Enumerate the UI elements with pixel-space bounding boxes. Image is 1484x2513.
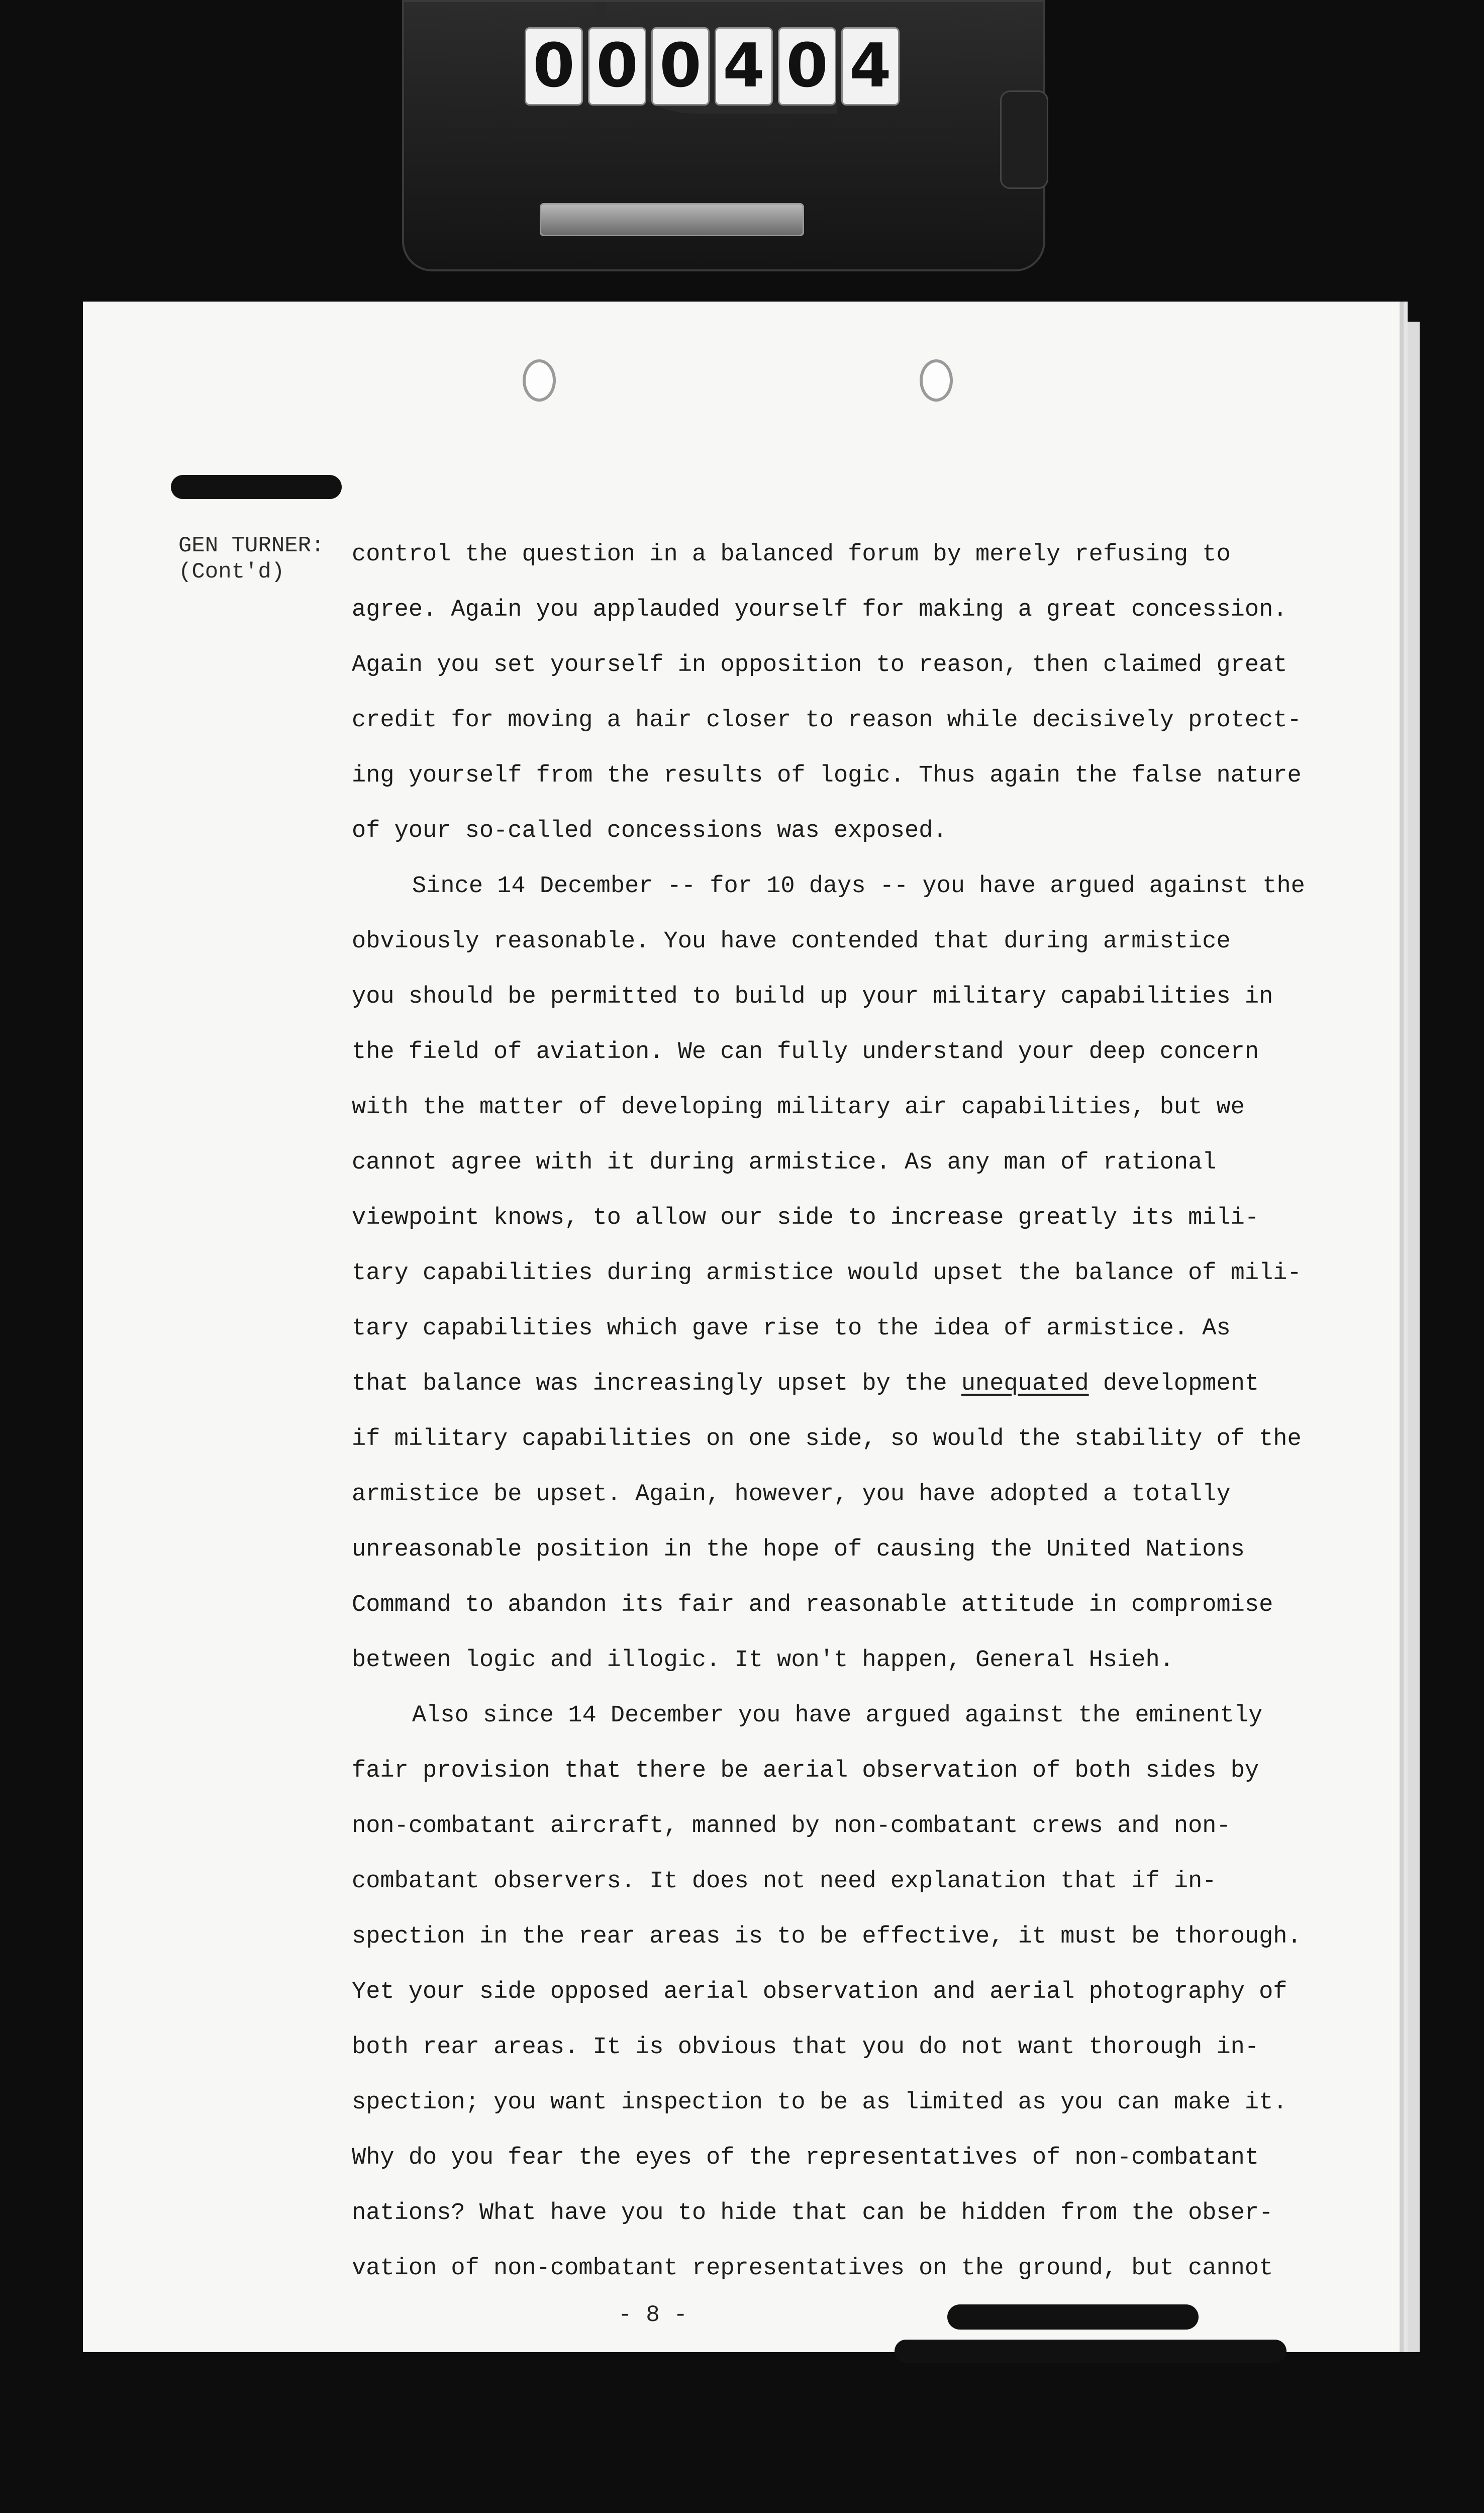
speaker-name: GEN TURNER: — [178, 533, 325, 558]
text-line: obviously reasonable. You have contended that during armistice — [352, 928, 1231, 955]
text-line: Command to abandon its fair and reasonable attitude in compromise — [352, 1592, 1273, 1618]
redaction-mark — [947, 2304, 1199, 2330]
counter-knob — [1000, 90, 1048, 189]
underlined-word: unequated — [961, 1371, 1089, 1397]
speaker-label — [178, 533, 344, 585]
text-line: agree. Again you applauded yourself for making a great concession. — [352, 597, 1288, 623]
punch-hole — [523, 359, 556, 402]
text-line: if military capabilities on one side, so would the stability of the — [352, 1426, 1302, 1453]
text-line: nations? What have you to hide that can be hidden from the obser- — [352, 2200, 1273, 2227]
page-number: - 8 - — [618, 2302, 688, 2328]
text-line: of your so-called concessions was exposed. — [352, 818, 947, 844]
frame-counter — [402, 0, 1045, 271]
redaction-mark — [171, 475, 342, 499]
text-line: viewpoint knows, to allow our side to increase greatly its mili- — [352, 1205, 1259, 1231]
counter-digits — [525, 27, 900, 106]
counter-plate — [540, 203, 804, 236]
text-line: between logic and illogic. It won't happen, General Hsieh. — [352, 1647, 1174, 1674]
text-line: ing yourself from the results of logic. Thus again the false nature — [352, 762, 1302, 789]
speaker-continued: (Cont'd) — [178, 559, 285, 585]
text-line: vation of non-combatant representatives on the ground, but cannot — [352, 2255, 1273, 2282]
text-line: credit for moving a hair closer to reason while decisively protect- — [352, 707, 1302, 734]
counter-digit: 4 — [715, 27, 773, 106]
text-segment: that balance was increasingly upset by the — [352, 1371, 961, 1397]
text-line: unreasonable position in the hope of causing the United Nations — [352, 1536, 1245, 1563]
counter-digit: 0 — [588, 27, 646, 106]
text-line: Also since 14 December you have argued against the eminently — [412, 1702, 1263, 1729]
text-line — [352, 1362, 1297, 1417]
counter-digit: 0 — [651, 27, 710, 106]
text-segment: development — [1089, 1371, 1259, 1397]
text-line: spection; you want inspection to be as limited as you can make it. — [352, 2089, 1288, 2116]
punch-hole — [920, 359, 953, 402]
text-line: the field of aviation. We can fully understand your deep concern — [352, 1039, 1259, 1066]
counter-digit: 0 — [778, 27, 836, 106]
counter-digit: 0 — [525, 27, 583, 106]
text-line: Again you set yourself in opposition to reason, then claimed great — [352, 652, 1288, 679]
sheet-edge — [1400, 322, 1420, 2352]
text-line: Why do you fear the eyes of the representatives of non-combatant — [352, 2145, 1259, 2171]
text-line: combatant observers. It does not need explanation that if in- — [352, 1868, 1217, 1895]
text-line: with the matter of developing military air capabilities, but we — [352, 1094, 1245, 1121]
text-line: Yet your side opposed aerial observation and aerial photography of — [352, 1979, 1288, 2005]
text-line: fair provision that there be aerial observation of both sides by — [352, 1758, 1259, 1784]
text-line: control the question in a balanced forum by merely refusing to — [352, 541, 1231, 568]
text-line: both rear areas. It is obvious that you do not want thorough in- — [352, 2034, 1259, 2061]
counter-digit: 4 — [841, 27, 900, 106]
text-line: spection in the rear areas is to be effective, it must be thorough. — [352, 1923, 1302, 1950]
text-line: tary capabilities which gave rise to the idea of armistice. As — [352, 1315, 1231, 1342]
redaction-mark — [895, 2340, 1287, 2363]
text-line: cannot agree with it during armistice. As any man of rational — [352, 1149, 1217, 1176]
text-line: tary capabilities during armistice would upset the balance of mili- — [352, 1260, 1302, 1287]
text-line: armistice be upset. Again, however, you have adopted a totally — [352, 1481, 1231, 1508]
text-line: you should be permitted to build up your military capabilities in — [352, 984, 1273, 1010]
text-line: non-combatant aircraft, manned by non-combatant crews and non- — [352, 1813, 1231, 1840]
transcript-body — [352, 533, 1305, 2302]
text-line: Since 14 December -- for 10 days -- you have argued against the — [412, 873, 1305, 900]
